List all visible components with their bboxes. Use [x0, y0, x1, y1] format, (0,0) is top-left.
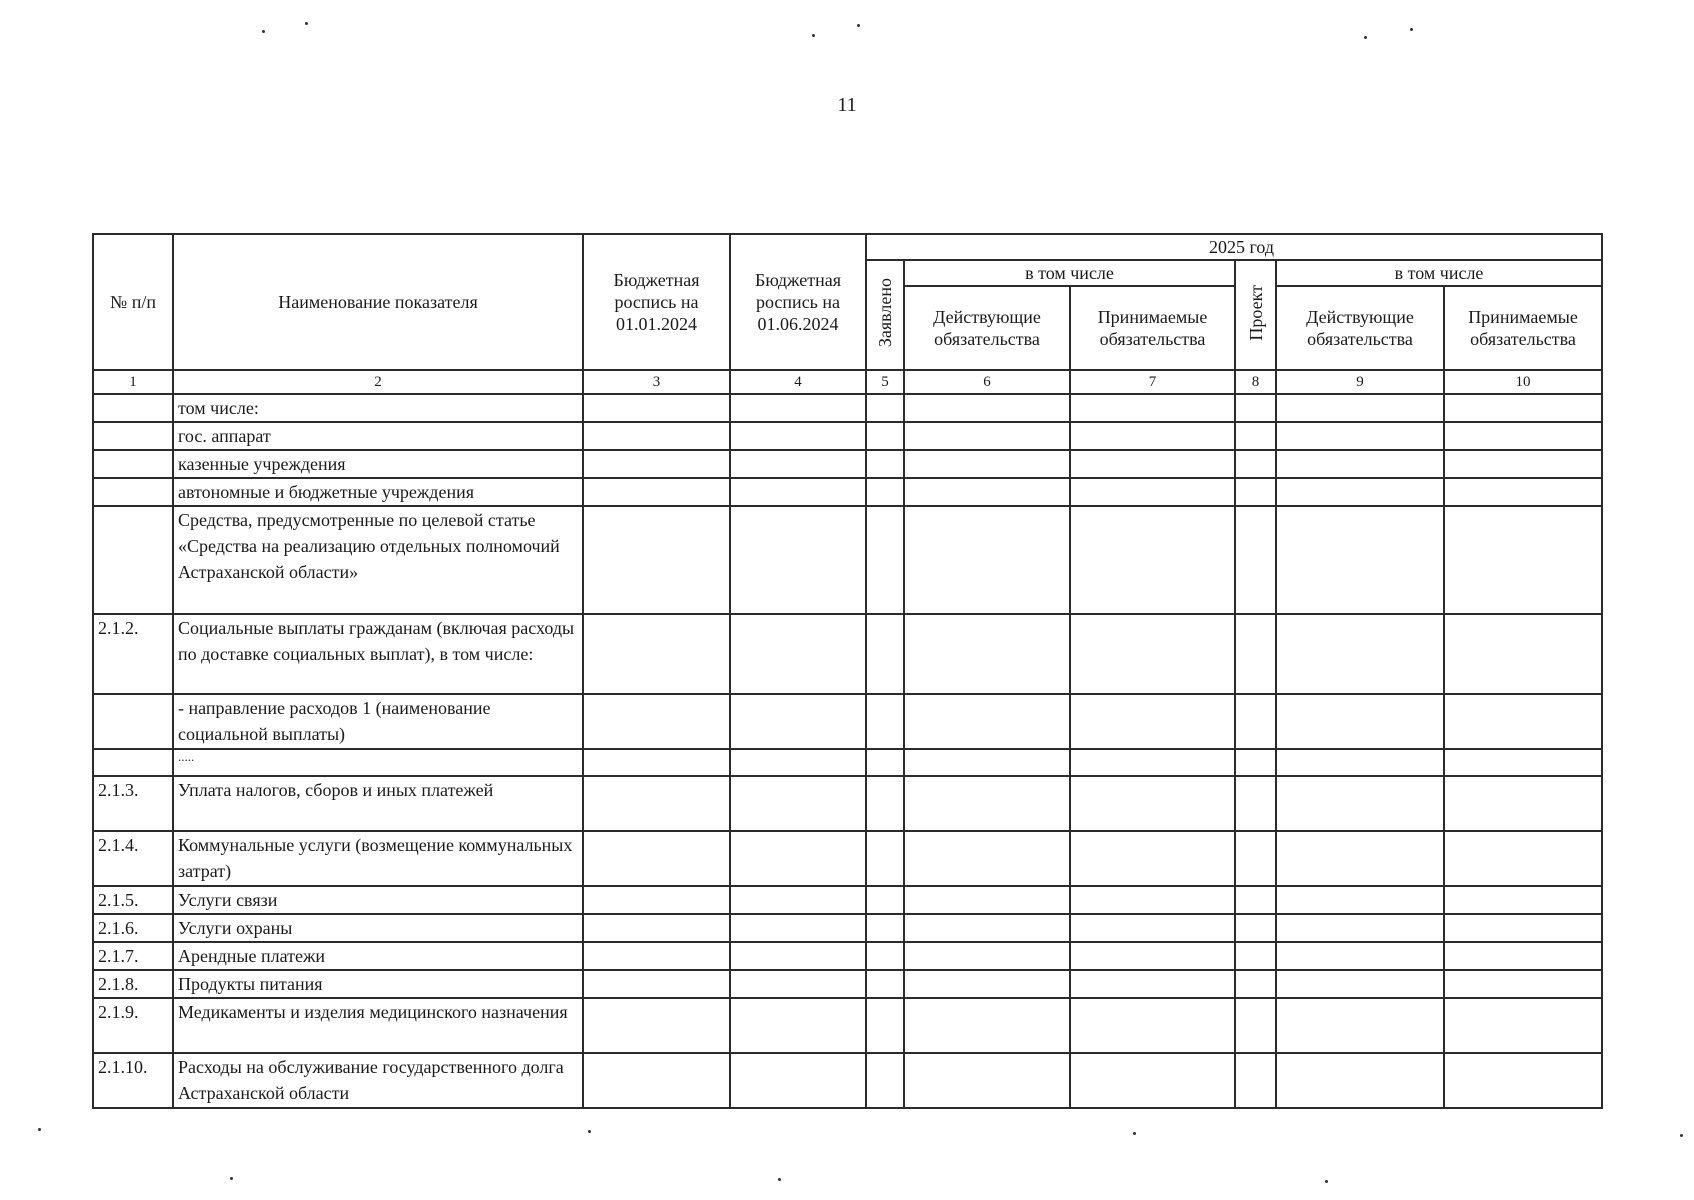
scan-speck [1325, 1180, 1328, 1183]
scan-speck [305, 22, 308, 25]
header-budget-2024-01: Бюджетная роспись на 01.01.2024 [583, 234, 730, 370]
table-cell [866, 614, 904, 694]
table-cell [730, 422, 866, 450]
table-cell [730, 831, 866, 886]
table-cell [1444, 776, 1602, 831]
row-indicator-name: Социальные выплаты гражданам (включая расходы по доставке социальных выплат), в том числе: [173, 614, 583, 694]
row-indicator-name: Расходы на обслуживание государственного долга Астраханской области [173, 1053, 583, 1108]
table-cell [1276, 450, 1444, 478]
table-cell [1444, 422, 1602, 450]
table-cell [1276, 776, 1444, 831]
row-number: 2.1.3. [93, 776, 173, 831]
table-cell [1235, 394, 1276, 422]
row-number [93, 422, 173, 450]
column-number: 8 [1235, 370, 1276, 394]
table-cell [1444, 749, 1602, 776]
table-cell [1070, 506, 1235, 614]
column-number: 2 [173, 370, 583, 394]
table-row [93, 914, 1602, 942]
table-cell [904, 614, 1070, 694]
table-cell [866, 886, 904, 914]
table-cell [1235, 614, 1276, 694]
table-cell [904, 970, 1070, 998]
table-cell [583, 886, 730, 914]
table-cell [1070, 970, 1235, 998]
table-cell [583, 506, 730, 614]
scan-speck [38, 1128, 41, 1131]
table-cell [866, 506, 904, 614]
table-cell [1276, 831, 1444, 886]
row-indicator-name: Арендные платежи [173, 942, 583, 970]
header-declared [866, 260, 904, 370]
row-indicator-name: автономные и бюджетные учреждения [173, 478, 583, 506]
column-number: 9 [1276, 370, 1444, 394]
row-number: 2.1.5. [93, 886, 173, 914]
table-cell [730, 450, 866, 478]
column-number: 5 [866, 370, 904, 394]
row-indicator-name: Медикаменты и изделия медицинского назначения [173, 998, 583, 1053]
table-cell [1070, 886, 1235, 914]
budget-table [92, 233, 1603, 1109]
table-cell [1276, 506, 1444, 614]
table-cell [866, 478, 904, 506]
table-cell [583, 749, 730, 776]
table-cell [1276, 422, 1444, 450]
header-current-obligations-2: Действующие обязательства [1276, 286, 1444, 370]
table-cell [1276, 970, 1444, 998]
table-cell [1070, 1053, 1235, 1108]
table-cell [866, 831, 904, 886]
scan-speck [1680, 1134, 1683, 1137]
table-body [93, 394, 1602, 1108]
row-number: 2.1.9. [93, 998, 173, 1053]
table-cell [1444, 694, 1602, 749]
row-indicator-name: - направление расходов 1 (наименование социальной выплаты) [173, 694, 583, 749]
header-row-number: № п/п [93, 234, 173, 370]
header-declared-label: Заявлено [875, 277, 895, 348]
table-cell [1235, 1053, 1276, 1108]
column-number: 4 [730, 370, 866, 394]
scan-speck [1133, 1132, 1136, 1135]
table-cell [583, 914, 730, 942]
table-cell [1276, 394, 1444, 422]
table-cell [1276, 614, 1444, 694]
table-cell [1444, 1053, 1602, 1108]
table-cell [866, 394, 904, 422]
table-cell [866, 1053, 904, 1108]
table-cell [583, 694, 730, 749]
table-cell [1070, 914, 1235, 942]
table-cell [1235, 694, 1276, 749]
scan-speck [1364, 36, 1367, 39]
row-indicator-name: Коммунальные услуги (возмещение коммунальных затрат) [173, 831, 583, 886]
table-cell [1235, 970, 1276, 998]
row-indicator-name: Уплата налогов, сборов и иных платежей [173, 776, 583, 831]
header-in-that-number-2: в том числе [1276, 260, 1602, 286]
header-budget-2024-06: Бюджетная роспись на 01.06.2024 [730, 234, 866, 370]
row-number: 2.1.2. [93, 614, 173, 694]
table-cell [1276, 886, 1444, 914]
header-current-obligations-1: Действующие обязательства [904, 286, 1070, 370]
table-cell [583, 614, 730, 694]
table-cell [904, 478, 1070, 506]
table-cell [1444, 614, 1602, 694]
row-indicator-name: ..... [173, 749, 583, 776]
table-cell [866, 450, 904, 478]
row-indicator-name: Услуги связи [173, 886, 583, 914]
table-row [93, 506, 1602, 614]
table-cell [904, 776, 1070, 831]
table-cell [1444, 394, 1602, 422]
row-indicator-name: Средства, предусмотренные по целевой статье «Средства на реализацию отдельных полномочий Астраханской области» [173, 506, 583, 614]
table-cell [730, 942, 866, 970]
row-number [93, 506, 173, 614]
scan-speck [262, 30, 265, 33]
table-cell [583, 998, 730, 1053]
table-row [93, 970, 1602, 998]
table-cell [1235, 776, 1276, 831]
table-row [93, 998, 1602, 1053]
table-row [93, 749, 1602, 776]
row-indicator-name: казенные учреждения [173, 450, 583, 478]
column-numbers-row [93, 370, 1602, 394]
table-cell [1235, 831, 1276, 886]
table-cell [1070, 614, 1235, 694]
column-number: 3 [583, 370, 730, 394]
table-cell [730, 694, 866, 749]
table-header [93, 234, 1602, 394]
scan-speck [1410, 28, 1413, 31]
table-row [93, 478, 1602, 506]
row-indicator-name: Услуги охраны [173, 914, 583, 942]
table-cell [866, 970, 904, 998]
table-cell [904, 886, 1070, 914]
table-cell [730, 1053, 866, 1108]
table-cell [1070, 831, 1235, 886]
table-cell [866, 694, 904, 749]
column-number: 6 [904, 370, 1070, 394]
table-cell [1444, 970, 1602, 998]
scan-speck [812, 34, 815, 37]
row-number [93, 394, 173, 422]
table-cell [1276, 478, 1444, 506]
table-cell [904, 506, 1070, 614]
row-number: 2.1.8. [93, 970, 173, 998]
row-indicator-name: гос. аппарат [173, 422, 583, 450]
scan-speck [588, 1130, 591, 1133]
table-cell [583, 776, 730, 831]
table-cell [1444, 506, 1602, 614]
table-cell [866, 914, 904, 942]
table-cell [866, 749, 904, 776]
table-cell [866, 776, 904, 831]
table-cell [1070, 478, 1235, 506]
table-cell [904, 450, 1070, 478]
table-cell [1070, 694, 1235, 749]
table-row [93, 831, 1602, 886]
table-cell [1070, 998, 1235, 1053]
scan-speck [778, 1178, 781, 1181]
table-row [93, 422, 1602, 450]
table-cell [1276, 998, 1444, 1053]
column-number: 7 [1070, 370, 1235, 394]
table-cell [583, 422, 730, 450]
table-cell [730, 478, 866, 506]
table-cell [1070, 422, 1235, 450]
row-number: 2.1.7. [93, 942, 173, 970]
table-cell [866, 422, 904, 450]
table-row [93, 942, 1602, 970]
table-cell [1444, 942, 1602, 970]
table-cell [1276, 942, 1444, 970]
table-cell [1070, 942, 1235, 970]
header-accepted-obligations-2: Принимаемые обязательства [1444, 286, 1602, 370]
table-row [93, 450, 1602, 478]
row-number [93, 450, 173, 478]
table-cell [1276, 1053, 1444, 1108]
table-cell [1276, 749, 1444, 776]
scan-speck [857, 24, 860, 27]
table-cell [1444, 831, 1602, 886]
table-cell [730, 970, 866, 998]
table-cell [583, 942, 730, 970]
row-number [93, 749, 173, 776]
table-cell [904, 914, 1070, 942]
column-number: 1 [93, 370, 173, 394]
table-cell [866, 942, 904, 970]
table-cell [904, 831, 1070, 886]
table-cell [730, 998, 866, 1053]
table-cell [904, 749, 1070, 776]
table-cell [1070, 749, 1235, 776]
table-cell [1276, 694, 1444, 749]
table-row [93, 1053, 1602, 1108]
table-cell [904, 942, 1070, 970]
table-cell [1235, 914, 1276, 942]
table-cell [583, 1053, 730, 1108]
table-cell [730, 749, 866, 776]
table-cell [730, 886, 866, 914]
table-row [93, 776, 1602, 831]
table-cell [1235, 506, 1276, 614]
header-project-label: Проект [1245, 284, 1266, 341]
table-cell [1070, 450, 1235, 478]
table-cell [1235, 478, 1276, 506]
table-cell [1235, 749, 1276, 776]
table-cell [583, 394, 730, 422]
table-cell [730, 776, 866, 831]
row-number: 2.1.4. [93, 831, 173, 886]
table-cell [904, 1053, 1070, 1108]
table-cell [904, 394, 1070, 422]
column-number: 10 [1444, 370, 1602, 394]
table-cell [583, 450, 730, 478]
row-number: 2.1.10. [93, 1053, 173, 1108]
table-cell [866, 998, 904, 1053]
row-indicator-name: Продукты питания [173, 970, 583, 998]
table-cell [583, 970, 730, 998]
table-cell [904, 422, 1070, 450]
table-cell [730, 506, 866, 614]
table-cell [583, 478, 730, 506]
table-row [93, 394, 1602, 422]
row-number [93, 478, 173, 506]
table-row [93, 886, 1602, 914]
header-indicator-name: Наименование показателя [173, 234, 583, 370]
table-cell [1444, 914, 1602, 942]
row-number [93, 694, 173, 749]
table-row [93, 614, 1602, 694]
table-cell [1444, 450, 1602, 478]
table-cell [1444, 886, 1602, 914]
header-in-that-number-1: в том числе [904, 260, 1235, 286]
table-cell [583, 831, 730, 886]
header-accepted-obligations-1: Принимаемые обязательства [1070, 286, 1235, 370]
table-cell [1444, 998, 1602, 1053]
table-cell [1235, 942, 1276, 970]
table-cell [1235, 450, 1276, 478]
header-project [1235, 260, 1276, 370]
table-cell [1235, 886, 1276, 914]
table-cell [730, 914, 866, 942]
scan-speck [230, 1177, 233, 1180]
page-number: 11 [837, 94, 857, 116]
row-indicator-name: том числе: [173, 394, 583, 422]
table-cell [1276, 914, 1444, 942]
table-cell [730, 394, 866, 422]
table-cell [904, 998, 1070, 1053]
row-number: 2.1.6. [93, 914, 173, 942]
table-cell [1070, 776, 1235, 831]
table-cell [1235, 422, 1276, 450]
table-row [93, 694, 1602, 749]
header-year-2025: 2025 год [866, 234, 1602, 260]
table-cell [1070, 394, 1235, 422]
table-cell [730, 614, 866, 694]
table-cell [904, 694, 1070, 749]
table-cell [1235, 998, 1276, 1053]
table-cell [1444, 478, 1602, 506]
